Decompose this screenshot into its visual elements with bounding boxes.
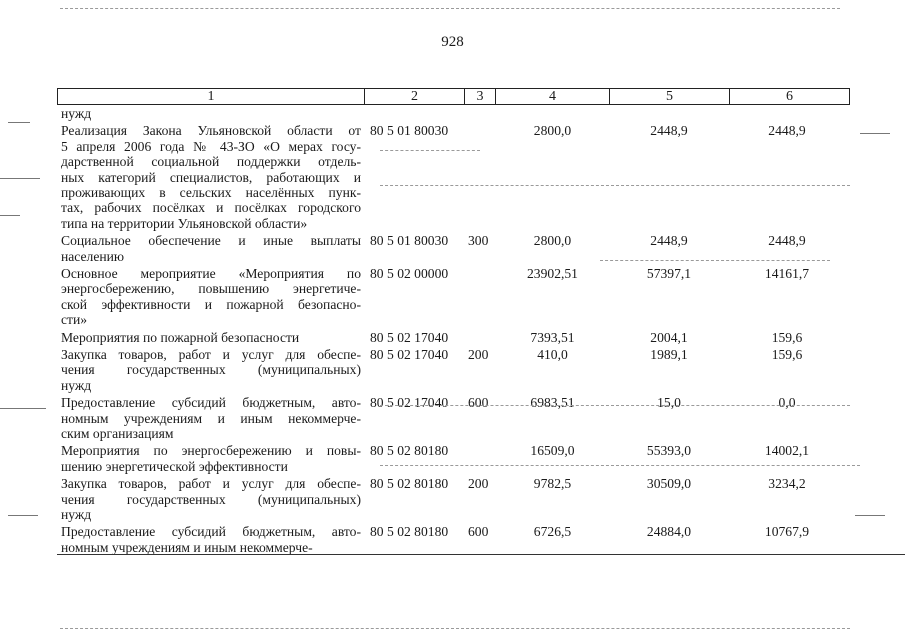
margin-mark <box>0 178 40 179</box>
row-name <box>61 524 361 555</box>
row-value-col4: 16509,0 <box>530 443 575 459</box>
row-name-line: Закупка товаров, работ и услуг для обеспе- <box>61 346 361 362</box>
page-divider-line <box>57 554 905 555</box>
row-value-col6: 14161,7 <box>764 265 810 281</box>
row-value-col6: 0,0 <box>778 395 796 411</box>
row-name-line: Закупка товаров, работ и услуг для обеспе- <box>61 476 361 492</box>
row-name-line: сти» <box>61 312 88 328</box>
table-row <box>57 476 850 524</box>
row-name-line: номным учреждениям и иным некоммерче- <box>61 410 361 426</box>
table-row <box>57 266 850 330</box>
row-name-line: номным учреждениям и иным некоммерче- <box>61 539 313 555</box>
scan-artifact <box>60 8 840 9</box>
row-value-col5: 24884,0 <box>646 524 692 540</box>
row-code: 80 5 02 80180 <box>370 524 449 540</box>
scan-artifact <box>600 260 830 261</box>
table-row <box>57 395 850 443</box>
row-expense-type: 200 <box>468 476 489 492</box>
table-header <box>57 88 850 105</box>
row-name-line: Предоставление субсидий бюджетным, авто- <box>61 395 361 411</box>
row-value-col5: 2004,1 <box>650 329 688 345</box>
row-value-col6: 2448,9 <box>768 123 806 139</box>
row-name-line: шению энергетической эффективности <box>61 458 288 474</box>
row-name-line: нужд <box>61 377 92 393</box>
row-expense-type: 200 <box>468 346 489 362</box>
scan-artifact <box>380 465 860 466</box>
row-value-col6: 14002,1 <box>764 443 810 459</box>
table-row <box>57 347 850 395</box>
margin-mark <box>0 408 46 409</box>
row-value-col5: 2448,9 <box>650 123 688 139</box>
table-row <box>57 233 850 266</box>
row-value-col4: 2800,0 <box>533 123 572 139</box>
margin-mark <box>0 215 20 216</box>
table-row <box>57 123 850 233</box>
header-col-2: 2 <box>365 89 465 104</box>
row-value-col6: 3234,2 <box>768 476 806 492</box>
table-row <box>57 330 850 347</box>
row-name-line: типа на территории Ульяновской области» <box>61 215 308 231</box>
row-value-col5: 30509,0 <box>646 476 692 492</box>
row-name-line: проживающих в сельских населённых пунк- <box>61 185 361 201</box>
row-name-line: Мероприятия по энергосбережению и повы- <box>61 443 361 459</box>
row-code: 80 5 01 80030 <box>370 123 449 139</box>
scan-artifact <box>380 150 480 151</box>
margin-mark <box>860 133 890 134</box>
row-code: 80 5 02 80180 <box>370 443 449 459</box>
row-name-line: нужд <box>61 106 92 121</box>
header-col-1: 1 <box>58 89 365 104</box>
row-name <box>61 476 361 522</box>
header-col-4: 4 <box>496 89 610 104</box>
row-code: 80 5 02 80180 <box>370 476 449 492</box>
row-value-col4: 6983,51 <box>530 395 575 411</box>
row-code: 80 5 02 17040 <box>370 395 449 411</box>
margin-mark <box>855 515 885 516</box>
row-name-line: населению <box>61 248 125 264</box>
row-code: 80 5 02 17040 <box>370 346 449 362</box>
row-name-line: нужд <box>61 506 92 522</box>
row-name-line: Реализация Закона Ульяновской области от <box>61 123 361 139</box>
row-value-col5: 2448,9 <box>650 233 688 249</box>
row-value-col5: 55393,0 <box>646 443 692 459</box>
row-name-line: Социальное обеспечение и иные выплаты <box>61 233 361 249</box>
header-col-5: 5 <box>610 89 730 104</box>
table-row <box>57 443 850 476</box>
row-value-col5: 1989,1 <box>650 346 688 362</box>
row-name <box>61 106 361 121</box>
row-value-col6: 159,6 <box>771 329 803 345</box>
row-name-line: Мероприятия по пожарной безопасности <box>61 329 300 345</box>
row-name-line: ской эффективности и пожарной безопасно- <box>61 296 361 312</box>
row-value-col6: 10767,9 <box>764 524 810 540</box>
scan-artifact <box>380 185 850 186</box>
row-value-col4: 6726,5 <box>533 524 572 540</box>
header-col-3: 3 <box>465 89 496 104</box>
header-col-6: 6 <box>786 89 793 104</box>
row-name <box>61 233 361 264</box>
row-value-col4: 9782,5 <box>533 476 572 492</box>
row-name-line: ским организациям <box>61 425 174 441</box>
row-name-line: чения государственных (муниципальных) <box>61 362 361 378</box>
page-number: 928 <box>441 34 464 50</box>
row-name-line: Основное мероприятие «Мероприятия по <box>61 265 361 281</box>
scan-artifact <box>60 628 850 629</box>
margin-mark <box>8 122 30 123</box>
row-name <box>61 266 361 328</box>
row-name <box>61 443 361 474</box>
row-code: 80 5 02 17040 <box>370 329 449 345</box>
row-value-col4: 410,0 <box>537 346 568 362</box>
row-name <box>61 347 361 393</box>
row-expense-type: 600 <box>468 524 489 540</box>
row-value-col6: 2448,9 <box>768 233 806 249</box>
row-name-line: тах, рабочих посёлках и посёлках городского <box>61 200 361 216</box>
row-name-line: Предоставление субсидий бюджетным, авто- <box>61 524 361 540</box>
row-value-col5: 15,0 <box>657 395 681 411</box>
row-expense-type: 300 <box>468 233 489 249</box>
row-name-line: энергосбережению, повышению энергетиче- <box>61 281 361 297</box>
row-expense-type: 600 <box>468 395 489 411</box>
row-code: 80 5 01 80030 <box>370 233 449 249</box>
row-name <box>61 395 361 441</box>
row-name-line: ных категорий специалистов, работающих и <box>61 169 361 185</box>
scan-artifact <box>380 405 850 406</box>
row-name <box>61 330 361 345</box>
row-value-col4: 2800,0 <box>533 233 572 249</box>
row-value-col5: 57397,1 <box>646 265 692 281</box>
margin-mark <box>8 515 38 516</box>
row-value-col6: 159,6 <box>771 346 803 362</box>
table-row <box>57 524 850 557</box>
row-name <box>61 123 361 231</box>
row-name-line: 5 апреля 2006 года № 43-ЗО «О мерах госу- <box>61 138 361 154</box>
row-value-col4: 23902,51 <box>527 265 578 281</box>
row-code: 80 5 02 00000 <box>370 265 449 281</box>
row-value-col4: 7393,51 <box>530 329 575 345</box>
row-name-line: чения государственных (муниципальных) <box>61 491 361 507</box>
row-name-line: дарственной социальной поддержки отдель- <box>61 154 361 170</box>
budget-table-body <box>57 106 850 557</box>
table-row <box>57 106 850 123</box>
